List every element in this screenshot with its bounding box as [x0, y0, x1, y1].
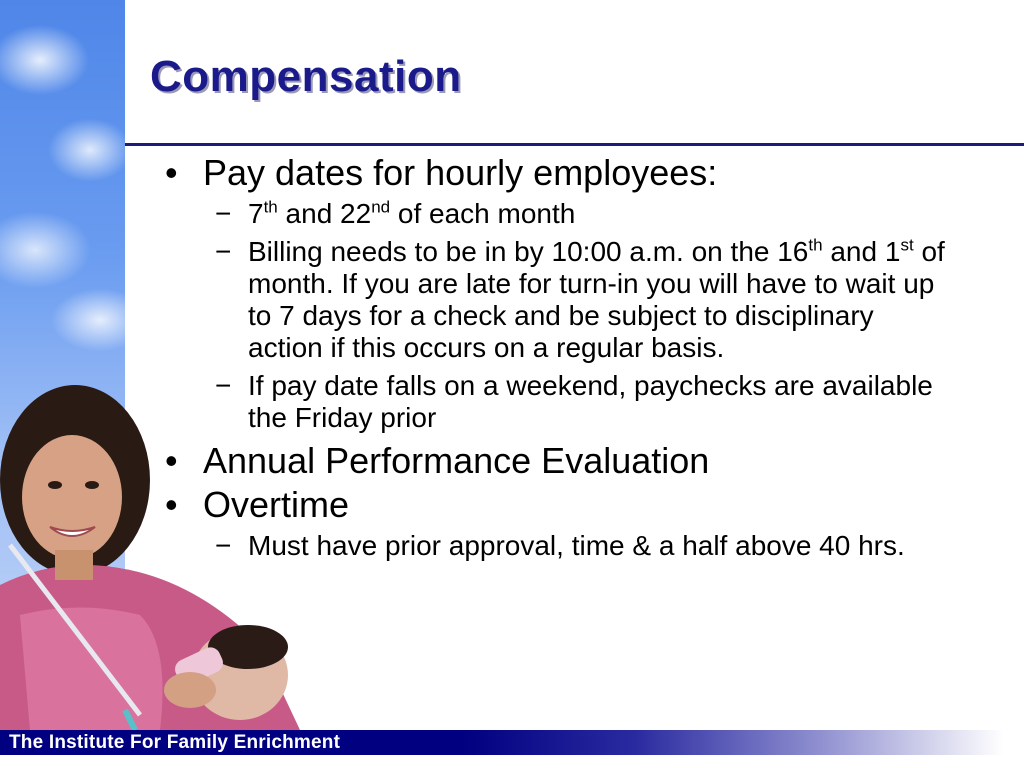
- bullet-list: [165, 152, 965, 568]
- bullet-marker: •: [165, 484, 178, 525]
- sub-bullet-text: Billing needs to be in by 10:00 a.m. on the 16th and 1st of month. If you are late for turn-in you will have to wait up to 7 days for a check and be subject to disciplinary action if this occurs on a regular basis.: [248, 235, 945, 363]
- footer-bar: [0, 730, 1024, 755]
- bullet-performance-evaluation: [165, 440, 965, 482]
- bullet-marker: •: [165, 152, 178, 193]
- bullet-text: Overtime: [203, 484, 350, 525]
- bullet-text: Annual Performance Evaluation: [203, 440, 710, 481]
- title-divider: [125, 143, 1024, 146]
- sub-bullet-overtime-approval: [165, 530, 948, 562]
- sub-bullet-text: Must have prior approval, time & a half above 40 hrs.: [248, 530, 905, 561]
- bullet-overtime: [165, 484, 965, 526]
- dash-marker: −: [215, 370, 232, 401]
- sub-bullet-text: 7th and 22nd of each month: [248, 197, 576, 229]
- dash-marker: −: [215, 530, 232, 561]
- bullet-marker: •: [165, 440, 178, 481]
- sub-bullet-pay-days: [165, 198, 948, 230]
- sub-bullet-billing: [165, 236, 948, 364]
- sub-bullet-weekend: [165, 370, 948, 434]
- page-title: Compensation: [150, 52, 462, 101]
- organization-name: The Institute For Family Enrichment: [9, 732, 341, 753]
- sub-bullet-text: If pay date falls on a weekend, paychecks are available the Friday prior: [248, 370, 933, 433]
- dash-marker: −: [215, 198, 232, 229]
- bullet-text: Pay dates for hourly employees:: [203, 152, 718, 193]
- dash-marker: −: [215, 236, 232, 267]
- bullet-pay-dates: [165, 152, 965, 194]
